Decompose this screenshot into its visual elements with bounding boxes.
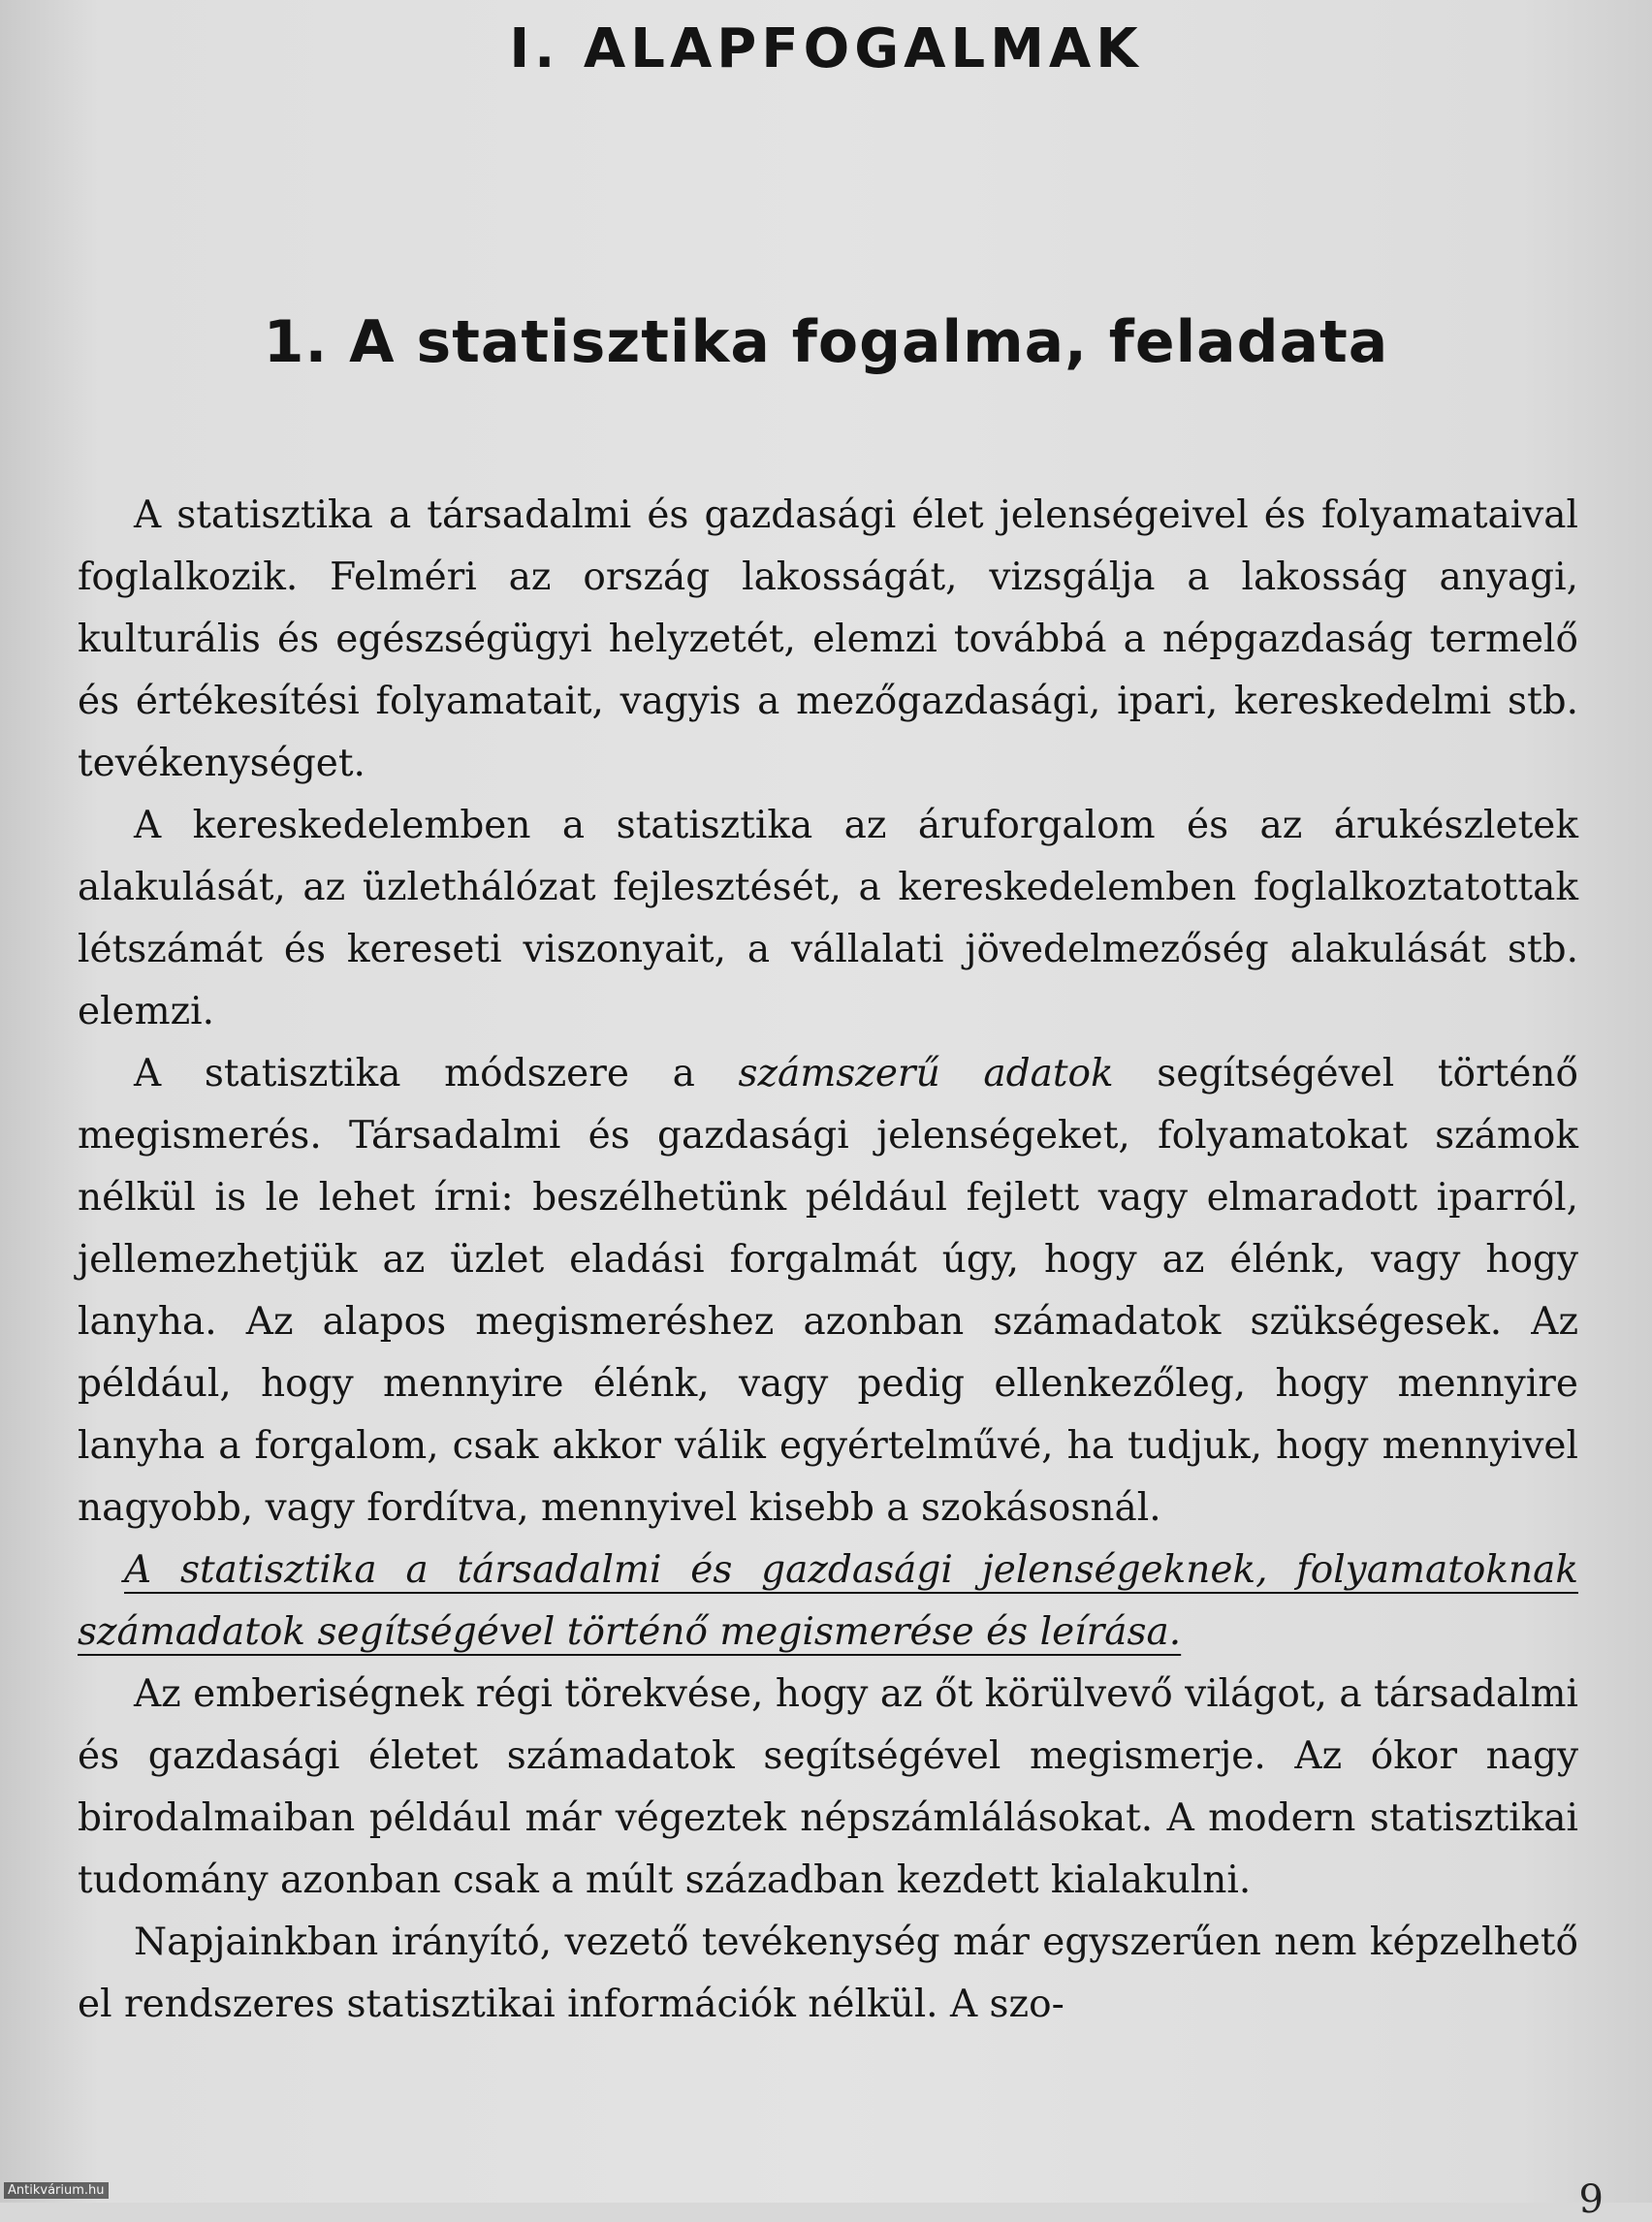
paragraph-5: Napjainkban irányító, vezető tevékenység már egyszerűen nem képzelhető el rendszeres statisztikai információk nélkül. A szo- [78,1920,1578,2026]
body-text [78,485,1578,2036]
section-title: 1. A statisztika fogalma, feladata [263,308,1389,376]
paragraph-3-start: A statisztika módszere a [134,1052,739,1095]
paragraph-3 [78,1043,1578,1540]
watermark: Antikvárium.hu [4,2182,109,2199]
paragraph-4: Az emberiségnek régi törekvése, hogy az őt körülvevő világot, a társadalmi és gazdasági életet számadatok segítségével megismerje. Az ókor nagy birodalmaiban például már végeztek népszámlálásokat. A modern statisztikai tudomány azonban csak a múlt században kezdett kialakulni. [78,1672,1578,1902]
paragraph-3-end: segítségével történő megismerés. Társadalmi és gazdasági jelenségeket, folyamatokat számok nélkül is le lehet írni: beszélhetünk például fejlett vagy elmaradott iparról, jellemezhetjük az üzlet eladási forgalmát úgy, hogy az élénk, vagy hogy lanyha. Az alapos megismeréshez azonban számadatok szükségesek. Az például, hogy mennyire élénk, vagy pedig ellenkezőleg, hogy mennyire lanyha a forgalom, csak akkor válik egyértelművé, ha tudjuk, hogy mennyivel nagyobb, vagy fordítva, mennyivel kisebb a szokásosnál. [78,1052,1578,1530]
paragraph-1: A statisztika a társadalmi és gazdasági élet jelenségeivel és folyamataival foglalkozik. Felméri az ország lakosságát, vizsgálja a lakosság anyagi, kulturális és egészségügyi helyzetét, elemzi továbbá a népgazdaság termelő és értékesítési folyamatait, vagyis a mezőgazdasági, ipari, kereskedelmi stb. tevékenységet. [78,493,1578,785]
paragraph-2: A kereskedelemben a statisztika az áruforgalom és az árukészletek alakulását, az üzlethálózat fejlesztését, a kereskedelemben foglalkoztatottak létszámát és kereseti viszonyait, a vállalati jövedelmezőség alakulását stb. elemzi. [78,804,1578,1033]
definition-underlined: A statisztika a társadalmi és gazdasági jelenségeknek, folyamatoknak számadatok segítségével történő megismerése és leírása. [78,1548,1578,1654]
page-number: 9 [1578,2177,1604,2222]
chapter-title: I. ALAPFOGALMAK [509,17,1143,80]
paragraph-3-emphasis: számszerű adatok [738,1052,1114,1095]
